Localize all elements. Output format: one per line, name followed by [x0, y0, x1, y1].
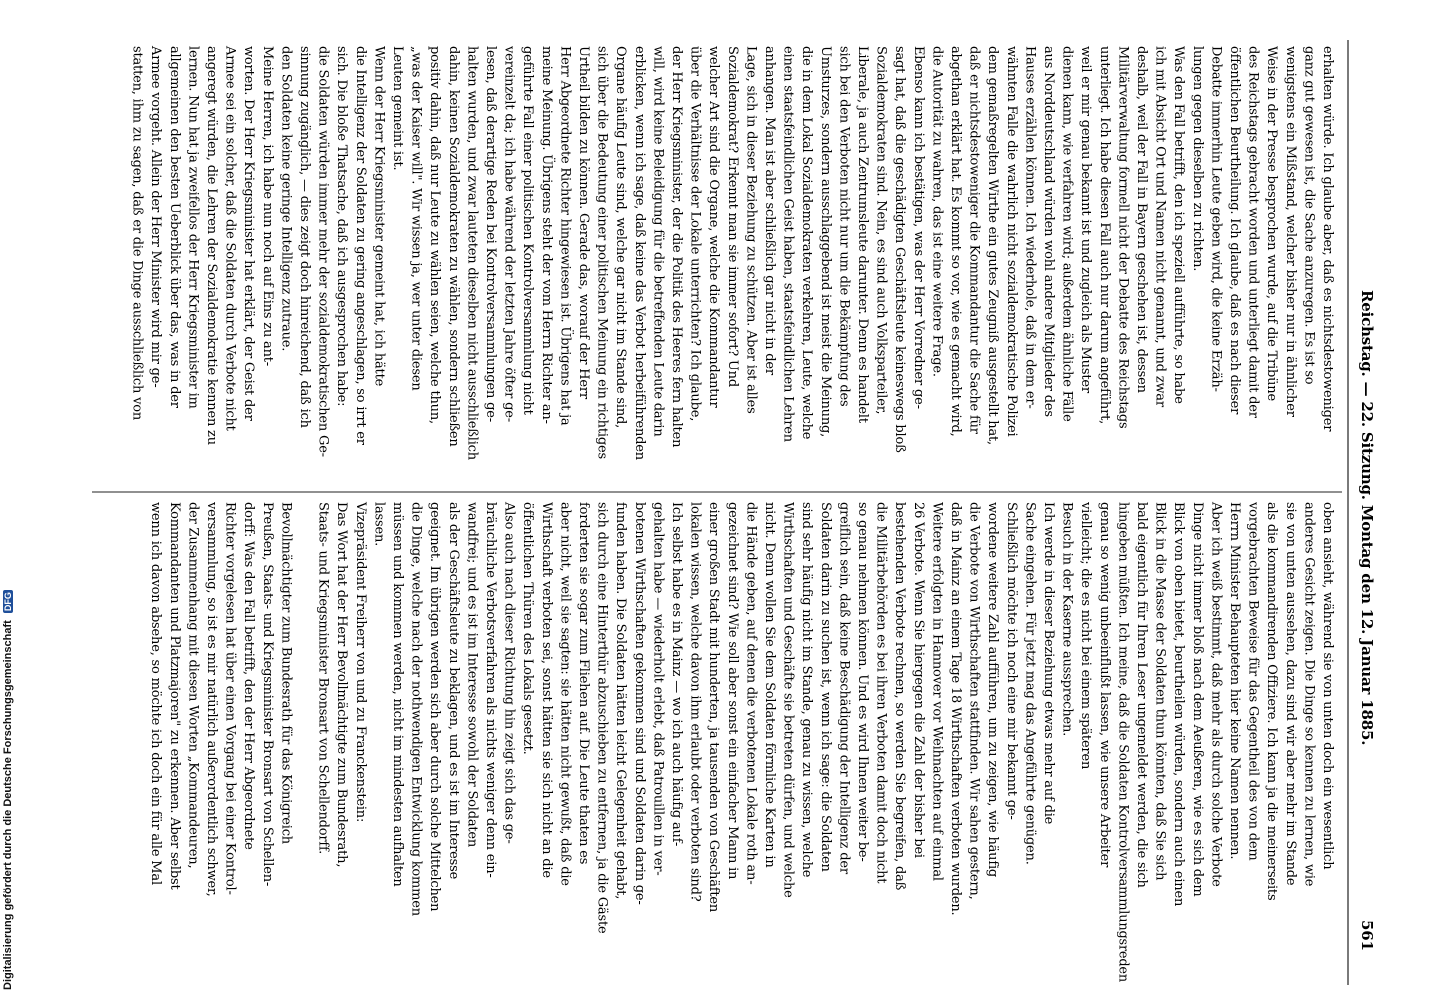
left-column-line: Was den Fall betrifft, den ich speziell aufführte, so habe [1171, 46, 1187, 404]
left-column-line: dahin, keinen Sozialdemokraten zu wählen, sondern schließen [445, 46, 461, 447]
right-column-line: Ich werde in dieser Beziehung etwas mehr auf die [1041, 502, 1056, 825]
left-column-line: meine Meinung. Übrigens steht der vom Herrn Richter an- [538, 46, 554, 424]
right-column-line: Preußen, Staats- und Kriegsminister Bronsart von Schellen- [259, 502, 275, 887]
left-column-line: Lage, sich in dieser Beziehung zu schützen. Aber ist alles [743, 46, 759, 414]
right-column-line: versammlung, so ist es mir natürlich außerordentlich schwer, [204, 502, 219, 897]
left-column-line: „was der Kaiser will". Wir wissen ja, wer unter diesen [408, 46, 424, 391]
left-column-line: ich mit Absicht Ort und Namen nicht genannt, und zwar [1152, 46, 1168, 407]
left-column-line: Umsturzes, sondern ausschlaggebend ist meist die Meinung, [817, 46, 833, 438]
left-column-line: über die Verhältnisse der Lokale unterrichten? Ich glaube, [687, 46, 703, 422]
right-column-line: lassen. [371, 502, 387, 547]
right-column-line: bräuchliche Verbotsverfahren als nichts weniger denn ein- [483, 502, 498, 878]
right-column-line: die Verbote von Wirthschaften stattfinden. Wir sahen gestern, [966, 502, 982, 900]
right-column-line: Dinge nicht immer bloß nach dem Aeußeren, wie es sich dem [1189, 502, 1205, 897]
left-column [130, 45, 1335, 461]
left-column-line: daß er nichtsdestoweniger die Kommandantur die Sache für [966, 46, 982, 434]
right-column-line: Richter vorgelesen hat über einen Vorgang bei einer Kontrol- [222, 502, 238, 895]
footer-note: Digitalisierung gefördert durch die Deutsche Forschungsgemeinschaft [2, 620, 14, 990]
right-column-line: Besuch in der Kaserne aussprechen. [1059, 502, 1075, 737]
left-column-line: welcher Art sind die Organe, welche die Kommandantur [706, 46, 722, 408]
left-column-line: Wenn der Herr Kriegsminister gemeint hat, ich hätte [371, 46, 387, 387]
left-column-line: positiv dahin, daß nur Leute zu wählen seien, welche thun, [427, 46, 443, 424]
page-number: 561 [1358, 920, 1376, 951]
left-column-line: sich über die Bedeutung einer politischen Meinung ein richtiges [594, 46, 610, 459]
left-column-line: anhangen. Man ist aber schließlich gar nicht in der [762, 46, 777, 375]
left-column-line: sinnung zugänglich, — dies zeigt doch hinreichend, daß ich [297, 46, 312, 428]
left-column-line: die in dem Lokal Sozialdemokraten verkehren, Leute, welche [799, 46, 815, 440]
right-column-line: einer großen Stadt mit hunderten, ja tausenden von Geschäften [706, 502, 722, 913]
left-column-line: wenigstens ein Mißstand, welcher bisher nur in ähnlicher [1282, 46, 1298, 417]
left-column-line: lungen gegen dieselben zu richten. [1189, 46, 1205, 272]
right-column-line: Blick von oben bietet, beurtheilen würden, sondern auch einen [1171, 502, 1187, 907]
right-column-line: Sache eingehen. Für jetzt mag das Angeführte genügen. [1022, 502, 1038, 865]
left-column-line: Weise in der Presse besprochen wurde, auf die Tribüne [1264, 46, 1280, 401]
right-column-line: greiflich sein, daß keine Beschädigung der Intelligenz der [836, 502, 852, 874]
dfg-logo-icon: DFG [3, 592, 13, 612]
right-column-line: sind sehr häufig nicht im Stande, genau zu wissen, welche [799, 502, 815, 878]
left-column-line: Ebenso kann ich bestätigen, was der Herr Vorredner ge- [910, 46, 926, 409]
right-column-line: genau so wenig unbeeinflußt lassen, wie unsere Arbeiter [1096, 502, 1112, 868]
right-column-line: Soldaten darin zu suchen ist, wenn ich sage: die Soldaten [817, 502, 833, 872]
left-column-line: abgethan erklärt hat. Es kommt so vor, wie es gemacht wird, [948, 46, 963, 437]
left-column-line: erhalten würde. Ich glaube aber, daß es nichtsdestoweniger [1320, 46, 1335, 432]
right-column-line: Blick in die Masse der Soldaten thun könnten, daß Sie sich [1152, 502, 1168, 881]
left-column-line: lernen. Nun hat ja zweifellos der Herr Kriegsminister im [185, 46, 201, 409]
left-column-line: Urtheil bilden zu können. Gerade das, worauf der Herr [576, 46, 591, 399]
right-column-line: anderes Gesicht zeigen. Die Dinge so kennen zu lernen, wie [1301, 502, 1317, 887]
left-column-line: angeregt würden, die Lehren der Sozialdemokratie kennen zu [204, 46, 219, 445]
left-column-line: weil er mir genau bekannt ist und zugleich als Muster [1078, 46, 1094, 393]
right-column-line: dorff: Was den Fall betrifft, den der Herr Abgeordnete [241, 502, 257, 850]
left-column-line: Militärverwaltung formell nicht der Debatte des Reichstags [1115, 46, 1131, 429]
right-column-line: oben ansieht, während sie von unten doch ein wesentlich [1320, 502, 1335, 870]
right-column-line: gehalten habe — wiederholt erlebt, daß Patrouillen in ver- [650, 502, 666, 876]
left-column-line: die Soldaten würden immer mehr der sozialdemokratischen Ge- [315, 46, 331, 457]
right-column-line: öffentlichen Thüren des Lokals gesetzt. [520, 502, 536, 755]
right-column-line: geeignet. Im übrigen werden sich aber durch solche Mittelchen [427, 502, 443, 912]
left-column-line: statten, ihm zu sagen, daß er die Dinge ausschließlich von [129, 46, 145, 421]
left-column-line: sich bei den Verboten nicht nur um die Bekämpfung des [836, 46, 852, 407]
left-column-line: ganz gut gewesen ist, die Sache anzuregen. Es ist so [1301, 46, 1317, 385]
right-column-line: Bevollmächtigter zum Bundesrath für das Königreich [278, 502, 294, 844]
left-column-line: will, wird keine Beleidigung für die betreffenden Leute darin [650, 46, 666, 437]
right-column-line: wordene weitere Zahl aufführen, um zu zeigen, wie häufig [985, 502, 1001, 878]
left-column-line: Hauses erzählen können. Ich wiederhole, daß in dem er- [1022, 46, 1038, 409]
right-column-line: sich durch eine Hinterthür abzuschieben zu entfernen, ja die Gäste [594, 502, 610, 934]
left-column-line: dienen kann, wie verfahren wird; außerdem ähnliche Fälle [1059, 46, 1075, 422]
right-column-line: so genau nehmen können. Und es wird Ihnen weiter be- [855, 502, 870, 862]
left-column-line: worten. Der Herr Kriegsminister hat erklärt, der Geist der [241, 46, 257, 421]
left-column-line: Liberale, ja auch Zentrumsleute darunter. Denn es handelt [855, 46, 870, 423]
right-column-line: die Dinge, welche nach der nothwendigen Entwicklung kommen [408, 502, 424, 916]
right-column-line: Wirthschaft verboten sei, sonst hätten sie sich nicht an die [538, 502, 554, 878]
left-column-line: Armee sei ein solcher, daß die Soldaten durch Verbote nicht [222, 46, 238, 431]
right-column-line: die Militärbehörden es bei ihren Verboten damit doch nicht [873, 502, 889, 884]
right-column-line: gezeichnet sind? Wie soll aber sonst ein einfacher Mann in [724, 502, 740, 880]
right-column-line: müssen und kommen werden, nicht im mindesten aufhalten [390, 502, 405, 887]
left-column-line: die Autorität zu wahren, das ist eine weitere Frage. [929, 46, 945, 377]
right-column [148, 501, 1335, 986]
right-column-line: Das Wort hat der Herr Bevollmächtigte zum Bundesrath, [334, 502, 350, 868]
right-column-line: vielleicht; die es nicht bei einem späteren [1078, 502, 1094, 770]
left-column-line: einen staatsfeindlichen Geist haben, staatsfeindlichen Lehren [780, 46, 796, 442]
left-column-line: deshalb, weil der Fall in Bayern geschehen ist, dessen [1134, 46, 1149, 393]
left-column-line: Meine Herren, ich habe nun noch auf Eins zu ant- [259, 46, 275, 366]
left-column-line: Debatte immerhin Leute geben wird, die keine Erzäh- [1208, 46, 1224, 392]
left-column-line: unterliegt. Ich habe diesen Fall auch nur darum angeführt, [1096, 46, 1112, 425]
right-column-line: die Hände geben, auf denen die verbotenen Lokale roth an- [743, 502, 759, 885]
left-column-line: halten wurden, und zwar lauteten dieselben nicht ausschließlich [464, 46, 480, 460]
right-column-line: 26 Verbote. Wenn Sie hiergegen die Zahl der bisher bei [910, 502, 926, 858]
left-column-line: dem gemaßregelten Wirthe ein gutes Zeugniß ausgestellt hat, [985, 46, 1001, 445]
left-column-line: Sozialdemokraten sind. Nein, es sind auch Volksparteiler, [873, 46, 889, 415]
left-column-line: des Reichstags gebracht worden und unterliegt damit der [1245, 46, 1261, 418]
right-column-line: Wirthschaften und Geschäfte sie betreten dürfen, und welche [780, 502, 796, 898]
left-column-line: der Herr Kriegsminister, der die Politik des Heeres fern halten [669, 46, 684, 448]
left-column-line: allgemeinen den besten Ueberblick über das, was in der [166, 46, 182, 408]
left-column-line: Sozialdemokrat? Erkennt man sie immer sofort? Und [724, 46, 740, 387]
left-column-line: aus Norddeutschland würden wohl andere Mitglieder des [1041, 46, 1056, 417]
left-column-line: Herr Abgeordnete Richter hingewiesen ist. Übrigens hat ja [557, 46, 573, 426]
left-column-line: Armee vorgeht. Allein der Herr Minister wird mir ge- [148, 46, 164, 388]
left-column-line: Organe häufig Leute sind, welche gar nicht im Stande sind, [613, 46, 629, 429]
left-column-line: erblicken, wenn ich sage, daß keine das Verbot herbeiführenden [631, 46, 647, 460]
left-column-line: den Soldaten keine geringe Intelligenz zutraue. [278, 46, 294, 352]
left-column-line: die Intelligenz der Soldaten zu gering angeschlagen, so irrt er [352, 46, 368, 445]
right-column-line: bald eigentlich für Ihren Leser ungemeldet werden, die sich [1134, 502, 1149, 888]
right-column-line: vorgebrachten Beweise für das Gegentheil des von dem [1245, 502, 1261, 861]
right-column-line: Staats- und Kriegsminister Bronsart von Schellendorff. [315, 502, 331, 855]
right-column-line: Schließlich möchte ich noch eine mir bekannt ge- [1003, 502, 1019, 820]
left-column-line: sich. Die bloße Thatsache, daß ich ausgesprochen habe: [334, 46, 350, 407]
left-column-line: lesen, daß derartige Reden bei Kontrolversammlungen ge- [483, 46, 498, 422]
right-column-line: als die kommandirenden Offiziere. Ich kann ja die meinerseits [1264, 502, 1280, 901]
left-column-line: geführte Fall einer politischen Kontrolversammlung nicht [520, 46, 536, 415]
right-column-line: Herrn Minister Behaupteten hier keine Namen nennen. [1227, 502, 1242, 860]
right-column-line: Aber ich weiß bestimmt, daß mehr als durch solche Verbote [1208, 502, 1224, 887]
right-column-line: der Zusammenhang mit diesen Worten „Kommandeuren, [185, 502, 201, 869]
left-column-line: Leuten gemeint ist. [390, 46, 405, 171]
right-column-line: Ich selbst habe es in Mainz — wo ich auch häufig auf- [669, 502, 684, 847]
left-column-line: sagt hat, daß die geschädigten Geschäftsleute keineswegs bloß [892, 46, 908, 453]
left-column-line: wähnten Falle die wahrlich nicht sozialdemokratische Polizei [1003, 46, 1019, 437]
right-column-line: botenen Wirthschaften gekommen sind und Soldaten darin ge- [631, 502, 647, 905]
right-column-line: funden haben. Die Soldaten hätten leicht Gelegenheit gehabt, [613, 502, 629, 900]
left-column-line: vereinzelt da; ich habe während der letzten Jahre öfter ge- [501, 46, 517, 422]
right-column-line: wenn ich davon absehe, so möchte ich doch ein für alle Mal [148, 502, 164, 885]
left-column-line: öffentlichen Beurtheilung. Ich glaube, daß es nach dieser [1227, 46, 1242, 415]
right-column-line: wandfrei; und es ist im Interesse sowohl der Soldaten [464, 502, 480, 848]
right-column-line: lokalen wissen, welche davon ihm erlaubt oder verboten sind? [687, 502, 703, 902]
right-column-line: Kommandanten und Platzmajoren" zu erkennen. Aber selbst [166, 502, 182, 890]
right-column-line: hingeben müßten. Ich meine, daß die Soldaten Kontrolversammlungsreden [1115, 502, 1131, 986]
right-column-line: sie von unten aussehen, dazu sind wir aber mehr im Stande [1282, 502, 1298, 886]
right-column-line: forderten sie sogar zum Fliehen auf. Die Leute thaten es [576, 502, 591, 865]
right-column-line: bestehenden Verbote rechnen, so werden Sie begreifen, daß [892, 502, 908, 891]
right-column-line: Weitere erfolgten in Hannover vor Weihnachten auf einmal [929, 502, 945, 881]
right-column-line: als der Geschäftsleute zu beklagen, und es ist im Interesse [445, 502, 461, 880]
right-column-line: Vizepräsident Freiherr von und zu Franckenstein: [352, 502, 368, 823]
right-column-line: nicht. Denn wollen Sie dem Soldaten förmliche Karten in [762, 502, 777, 868]
page-header: Reichstag. — 22. Sitzung. Montag den 12. Januar 1885. [1358, 290, 1376, 746]
right-column-line: aber nicht, weil sie sagten: sie hätten nicht gewußt, daß die [557, 502, 573, 886]
right-column-line: Also auch nach dieser Richtung hin zeigt sich das ge- [501, 502, 517, 844]
right-column-line: daß in Mainz an einem Tage 18 Wirthschaften verboten wurden. [948, 502, 963, 916]
digitization-footer [0, 0, 22, 1000]
